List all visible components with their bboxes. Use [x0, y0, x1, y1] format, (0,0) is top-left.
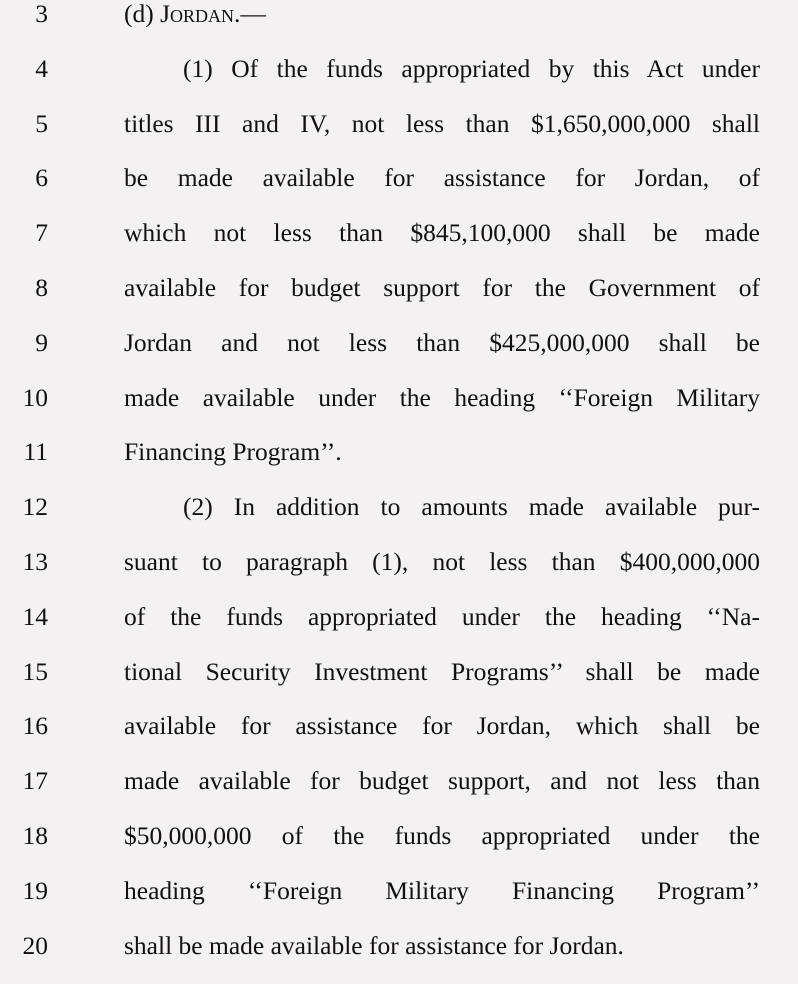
line-text: which not less than $845,100,000 shall be made — [124, 218, 760, 248]
line-number: 15 — [22, 656, 48, 686]
line-text: made available under the heading ‘‘Foreign Military — [124, 382, 760, 412]
heading-title: Jordan — [160, 0, 235, 28]
text-line — [0, 158, 798, 198]
line-text: shall be made available for assistance for Jordan. — [124, 930, 624, 960]
line-number: 13 — [22, 547, 48, 576]
line-text: available for assistance for Jordan, which shall be — [124, 711, 760, 741]
line-text: be made available for assistance for Jordan, of — [124, 163, 760, 193]
text-line — [0, 816, 798, 856]
text-line — [0, 761, 798, 801]
line-text: (1) Of the funds appropriated by this Act under — [183, 53, 760, 83]
line-text: suant to paragraph (1), not less than $400,000,000 — [124, 547, 760, 576]
line-number: 14 — [22, 601, 48, 631]
line-text: (2) In addition to amounts made available pur- — [183, 492, 760, 522]
text-line — [0, 378, 798, 418]
text-line — [0, 652, 798, 692]
line-number: 18 — [22, 821, 48, 850]
line-number: 10 — [22, 382, 48, 412]
line-number: 17 — [22, 766, 48, 796]
line-number: 8 — [35, 273, 48, 302]
text-line — [0, 706, 798, 746]
line-text: made available for budget support, and not less than — [124, 766, 760, 796]
line-number: 9 — [35, 327, 48, 357]
line-number: 4 — [35, 53, 48, 83]
line-number: 20 — [22, 930, 48, 960]
line-text: tional Security Investment Programs’’ shall be made — [124, 656, 760, 686]
line-text: of the funds appropriated under the heading ‘‘Na- — [124, 601, 760, 631]
text-line — [0, 323, 798, 363]
text-line — [0, 432, 798, 472]
text-line — [0, 213, 798, 253]
text-line — [0, 487, 798, 527]
text-line — [0, 597, 798, 637]
line-number: 11 — [23, 437, 48, 467]
line-text: $50,000,000 of the funds appropriated under the — [124, 821, 760, 850]
line-number: 6 — [35, 163, 48, 193]
line-number: 3 — [35, 0, 48, 28]
section-heading — [124, 0, 760, 34]
heading-line — [0, 0, 798, 34]
line-number: 19 — [22, 875, 48, 905]
text-line — [0, 268, 798, 308]
line-number: 12 — [22, 492, 48, 522]
line-text: available for budget support for the Government of — [124, 273, 760, 302]
heading-prefix: (d) — [124, 0, 161, 28]
line-number: 5 — [35, 108, 48, 138]
heading-suffix: .— — [234, 0, 266, 28]
line-text: Jordan and not less than $425,000,000 shall be — [124, 327, 760, 357]
line-text: titles III and IV, not less than $1,650,000,000 shall — [124, 108, 760, 138]
text-line — [0, 871, 798, 911]
line-text: heading ‘‘Foreign Military Financing Program’’ — [124, 875, 760, 905]
line-number: 16 — [22, 711, 48, 741]
text-line — [0, 926, 798, 966]
line-text: Financing Program’’. — [124, 437, 342, 467]
text-line — [0, 542, 798, 582]
line-number: 7 — [35, 218, 48, 248]
text-line — [0, 104, 798, 144]
text-line — [0, 49, 798, 89]
